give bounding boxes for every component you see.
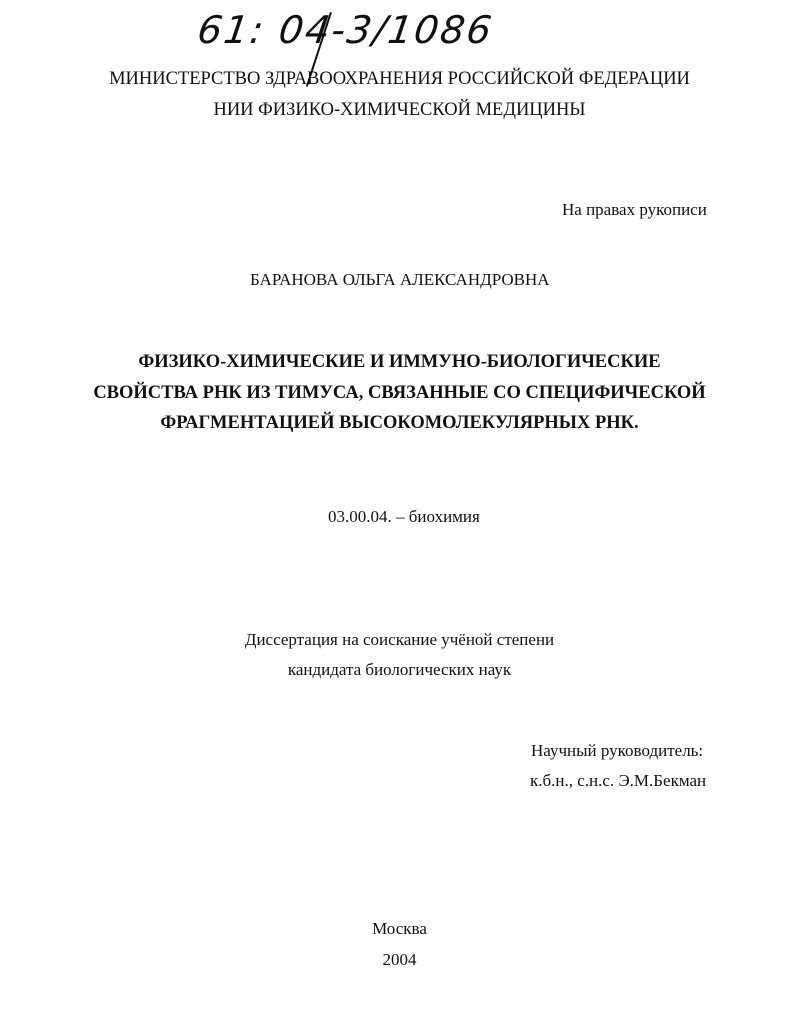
thesis-title-line-1: ФИЗИКО-ХИМИЧЕСКИЕ И ИММУНО-БИОЛОГИЧЕСКИЕ [138,352,661,372]
author-name: БАРАНОВА ОЛЬГА АЛЕКСАНДРОВНА [250,270,550,289]
manuscript-rights-note: На правах рукописи [562,200,707,219]
specialty-code: 03.00.04. – биохимия [328,507,480,526]
city: Москва [372,919,427,938]
degree-line-1: Диссертация на соискание учёной степени [244,630,555,649]
institute-heading: НИИ ФИЗИКО-ХИМИЧЕСКОЙ МЕДИЦИНЫ [213,100,586,120]
ministry-heading: МИНИСТЕРСТВО ЗДРАВООХРАНЕНИЯ РОССИЙСКОЙ ФЕДЕРАЦИИ [109,69,690,89]
year: 2004 [382,950,417,969]
degree-line-2: кандидата биологических наук [287,660,512,679]
handwritten-catalog-code: 61: 04-3/1086 [194,8,497,52]
supervisor-label: Научный руководитель: [531,741,704,760]
thesis-title-line-2: СВОЙСТВА РНК ИЗ ТИМУСА, СВЯЗАННЫЕ СО СПЕЦИФИЧЕСКОЙ [93,383,706,403]
thesis-title-line-3: ФРАГМЕНТАЦИЕЙ ВЫСОКОМОЛЕКУЛЯРНЫХ РНК. [160,413,639,433]
supervisor-name: к.б.н., с.н.с. Э.М.Бекман [530,771,707,790]
